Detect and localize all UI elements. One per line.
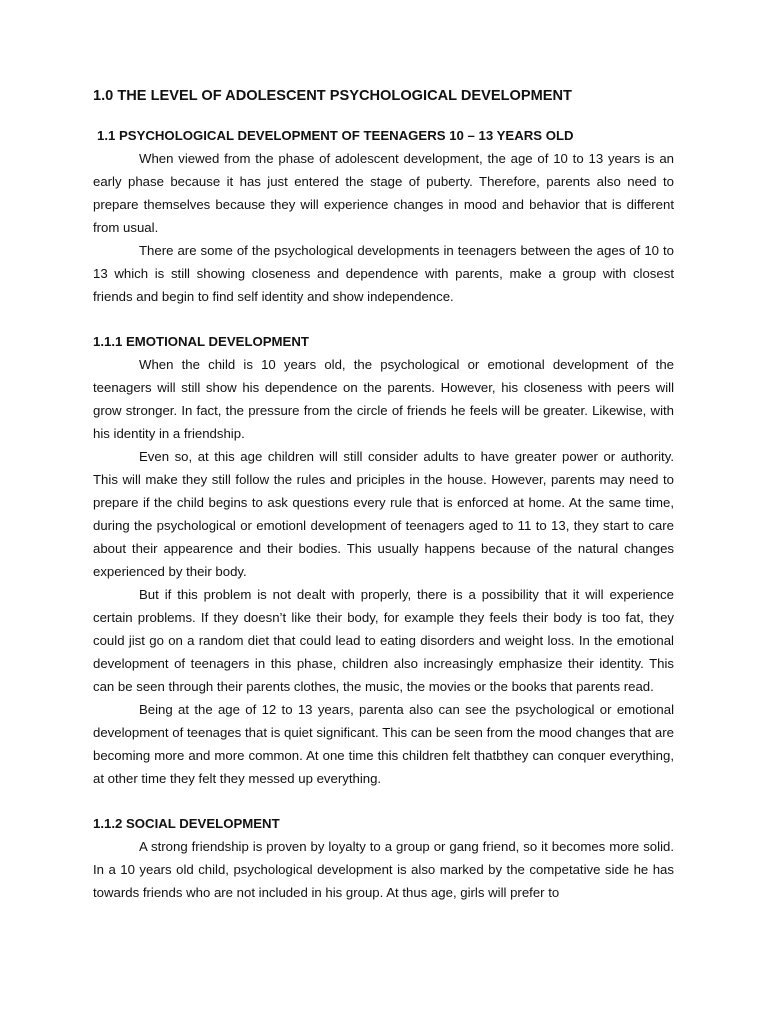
paragraph: Being at the age of 12 to 13 years, parenta also can see the psychological or emotional development of teenages that is quiet significant. This can be seen from the mood changes that are becoming more and more common. At one time this children felt thatbthey can conquer everything, at other time they felt they messed up everything. xyxy=(93,702,674,786)
section-heading-1-1-2: 1.1.2 SOCIAL DEVELOPMENT xyxy=(93,816,280,831)
paragraph: A strong friendship is proven by loyalty to a group or gang friend, so it becomes more solid. In a 10 years old child, psychological development is also marked by the competative side he has towards friends who are not included in his group. At thus age, girls will prefer to xyxy=(93,839,674,900)
paragraph: But if this problem is not dealt with properly, there is a possibility that it will experience certain problems. If they doesn’t like their body, for example they feels their body is too fat, they could jist go on a random diet that could lead to eating disorders and weight loss. In the emotional development of teenagers in this phase, children also increasingly emphasize their identity. This can be seen through their parents clothes, the music, the movies or the books that parents read. xyxy=(93,587,674,694)
document-title: 1.0 THE LEVEL OF ADOLESCENT PSYCHOLOGICAL DEVELOPMENT xyxy=(93,88,572,104)
section-heading-1-1-1: 1.1.1 EMOTIONAL DEVELOPMENT xyxy=(93,334,309,349)
paragraph: When the child is 10 years old, the psychological or emotional development of the teenagers will still show his dependence on the parents. However, his closeness with peers will grow stronger. In fact, the pressure from the circle of friends he feels will be greater. Likewise, with his identity in a friendship. xyxy=(93,357,674,441)
section-heading-1-1: 1.1 PSYCHOLOGICAL DEVELOPMENT OF TEENAGERS 10 – 13 YEARS OLD xyxy=(97,128,574,143)
section-spacer xyxy=(93,308,674,330)
paragraph: Even so, at this age children will still consider adults to have greater power or authority. This will make they still follow the rules and priciples in the house. However, parents may need to prepare if the child begins to ask questions every rule that is enforced at home. At the same time, during the psychological or emotionl development of teenagers aged to 11 to 13, they start to care about their appearence and their bodies. This usually happens because of the natural changes experienced by their body. xyxy=(93,449,674,579)
paragraph: When viewed from the phase of adolescent development, the age of 10 to 13 years is an early phase because it has just entered the stage of puberty. Therefore, parents also need to prepare themselves because they will experience changes in mood and behavior that is different from usual. xyxy=(93,151,674,235)
paragraph: There are some of the psychological developments in teenagers between the ages of 10 to 13 which is still showing closeness and dependence with parents, make a group with closest friends and begin to find self identity and show independence. xyxy=(93,243,674,304)
document-page xyxy=(93,86,674,904)
section-spacer xyxy=(93,790,674,812)
